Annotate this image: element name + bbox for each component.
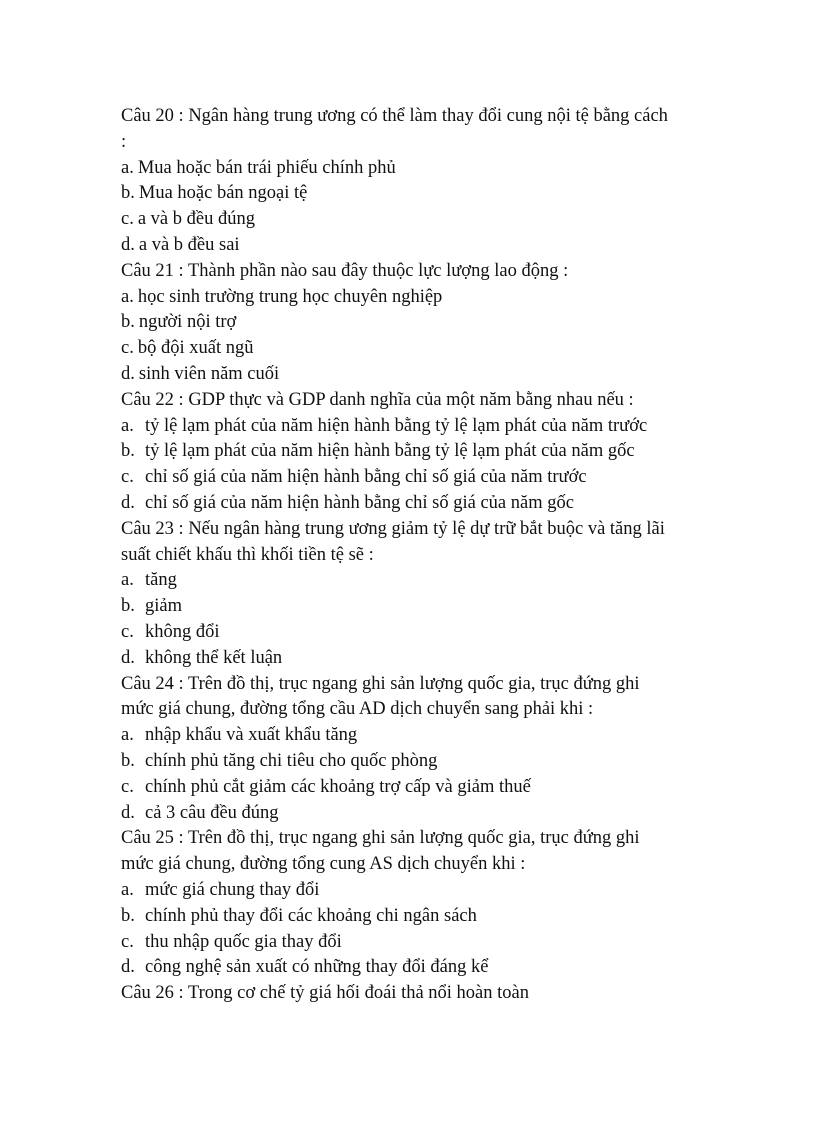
question-text: Câu 25 : Trên đồ thị, trục ngang ghi sản lượng quốc gia, trục đứng ghi — [121, 828, 640, 849]
option-letter: d. — [121, 802, 135, 823]
option-text: sinh viên năm cuối — [138, 363, 280, 384]
question-text: Câu 20 : Ngân hàng trung ương có thể làm thay đổi cung nội tệ bằng cách — [121, 106, 668, 126]
answer-option — [121, 646, 721, 672]
option-letter: a. — [121, 157, 134, 178]
option-text: mức giá chung thay đổi — [145, 879, 320, 900]
question-block — [121, 104, 721, 259]
option-text: a và b đều đúng — [137, 209, 255, 230]
option-text: bộ đội xuất ngũ — [137, 338, 254, 359]
answer-option — [121, 904, 721, 930]
answer-option — [121, 620, 721, 646]
option-letter: d. — [121, 234, 135, 255]
option-letter: a. — [121, 879, 134, 900]
option-letter: b. — [121, 183, 135, 204]
option-text: tỷ lệ lạm phát của năm hiện hành bằng tỷ lệ lạm phát của năm gốc — [145, 441, 635, 462]
answer-option — [121, 285, 721, 311]
document-page — [121, 104, 721, 1007]
question-text: : — [121, 131, 127, 152]
answer-option — [121, 930, 721, 956]
answer-option — [121, 362, 721, 388]
option-text: học sinh trường trung học chuyên nghiệp — [137, 286, 443, 307]
answer-option — [121, 955, 721, 981]
answer-option — [121, 775, 721, 801]
question-text: suất chiết khấu thì khối tiền tệ sẽ : — [121, 544, 374, 565]
answer-option — [121, 594, 721, 620]
answer-option — [121, 310, 721, 336]
option-letter: c. — [121, 338, 134, 359]
answer-option — [121, 181, 721, 207]
question-text: mức giá chung, đường tổng cung AS dịch chuyển khi : — [121, 854, 526, 875]
question-block — [121, 388, 721, 517]
question-text: mức giá chung, đường tổng cầu AD dịch chuyển sang phải khi : — [121, 699, 594, 720]
answer-option — [121, 568, 721, 594]
answer-option — [121, 749, 721, 775]
option-text: a và b đều sai — [138, 234, 240, 255]
option-letter: b. — [121, 312, 135, 333]
option-letter: a. — [121, 725, 134, 746]
answer-option — [121, 439, 721, 465]
option-letter: c. — [121, 209, 134, 230]
option-letter: c. — [121, 776, 134, 797]
option-text: tăng — [145, 570, 177, 591]
option-text: công nghệ sản xuất có những thay đổi đáng kể — [145, 957, 489, 978]
option-letter: d. — [121, 647, 135, 668]
answer-option — [121, 156, 721, 182]
option-text: nhập khẩu và xuất khẩu tăng — [145, 725, 358, 746]
option-text: chỉ số giá của năm hiện hành bằng chỉ số giá của năm trước — [145, 467, 587, 488]
question-text: Câu 26 : Trong cơ chế tỷ giá hối đoái thả nổi hoàn toàn — [121, 983, 529, 1004]
option-letter: a. — [121, 570, 134, 591]
option-text: Mua hoặc bán trái phiếu chính phủ — [137, 157, 396, 178]
option-text: người nội trợ — [138, 312, 237, 333]
option-text: cả 3 câu đều đúng — [145, 802, 279, 823]
answer-option — [121, 801, 721, 827]
question-text: Câu 21 : Thành phần nào sau đây thuộc lực lượng lao động : — [121, 260, 569, 281]
option-text: tỷ lệ lạm phát của năm hiện hành bằng tỷ lệ lạm phát của năm trước — [145, 415, 648, 436]
option-letter: c. — [121, 467, 134, 488]
option-letter: d. — [121, 957, 135, 978]
option-text: chính phủ cắt giảm các khoảng trợ cấp và giảm thuế — [145, 776, 531, 797]
option-text: chỉ số giá của năm hiện hành bằng chỉ số giá của năm gốc — [145, 492, 574, 513]
answer-option — [121, 878, 721, 904]
answer-option — [121, 491, 721, 517]
option-text: chính phủ tăng chi tiêu cho quốc phòng — [145, 750, 438, 771]
answer-option — [121, 233, 721, 259]
answer-option — [121, 207, 721, 233]
option-text: chính phủ thay đổi các khoảng chi ngân sách — [145, 905, 477, 926]
option-text: không đổi — [145, 621, 220, 642]
option-letter: b. — [121, 905, 135, 926]
question-block — [121, 826, 721, 981]
question-text: Câu 24 : Trên đồ thị, trục ngang ghi sản lượng quốc gia, trục đứng ghi — [121, 673, 640, 694]
option-text: không thể kết luận — [145, 647, 283, 668]
option-text: Mua hoặc bán ngoại tệ — [138, 183, 308, 204]
option-letter: c. — [121, 931, 134, 952]
question-text: Câu 23 : Nếu ngân hàng trung ương giảm tỷ lệ dự trữ bắt buộc và tăng lãi — [121, 518, 665, 539]
question-block — [121, 517, 721, 672]
option-letter: d. — [121, 363, 135, 384]
option-letter: b. — [121, 441, 135, 462]
option-letter: c. — [121, 621, 134, 642]
answer-option — [121, 336, 721, 362]
question-block — [121, 672, 721, 827]
answer-option — [121, 414, 721, 440]
question-block — [121, 259, 721, 388]
option-text: thu nhập quốc gia thay đổi — [145, 931, 342, 952]
question-block — [121, 981, 721, 1007]
option-letter: a. — [121, 286, 134, 307]
option-letter: b. — [121, 750, 135, 771]
question-text: Câu 22 : GDP thực và GDP danh nghĩa của một năm bằng nhau nếu : — [121, 389, 634, 410]
answer-option — [121, 723, 721, 749]
answer-option — [121, 465, 721, 491]
option-letter: a. — [121, 415, 134, 436]
option-text: giảm — [145, 596, 182, 617]
option-letter: b. — [121, 596, 135, 617]
option-letter: d. — [121, 492, 135, 513]
